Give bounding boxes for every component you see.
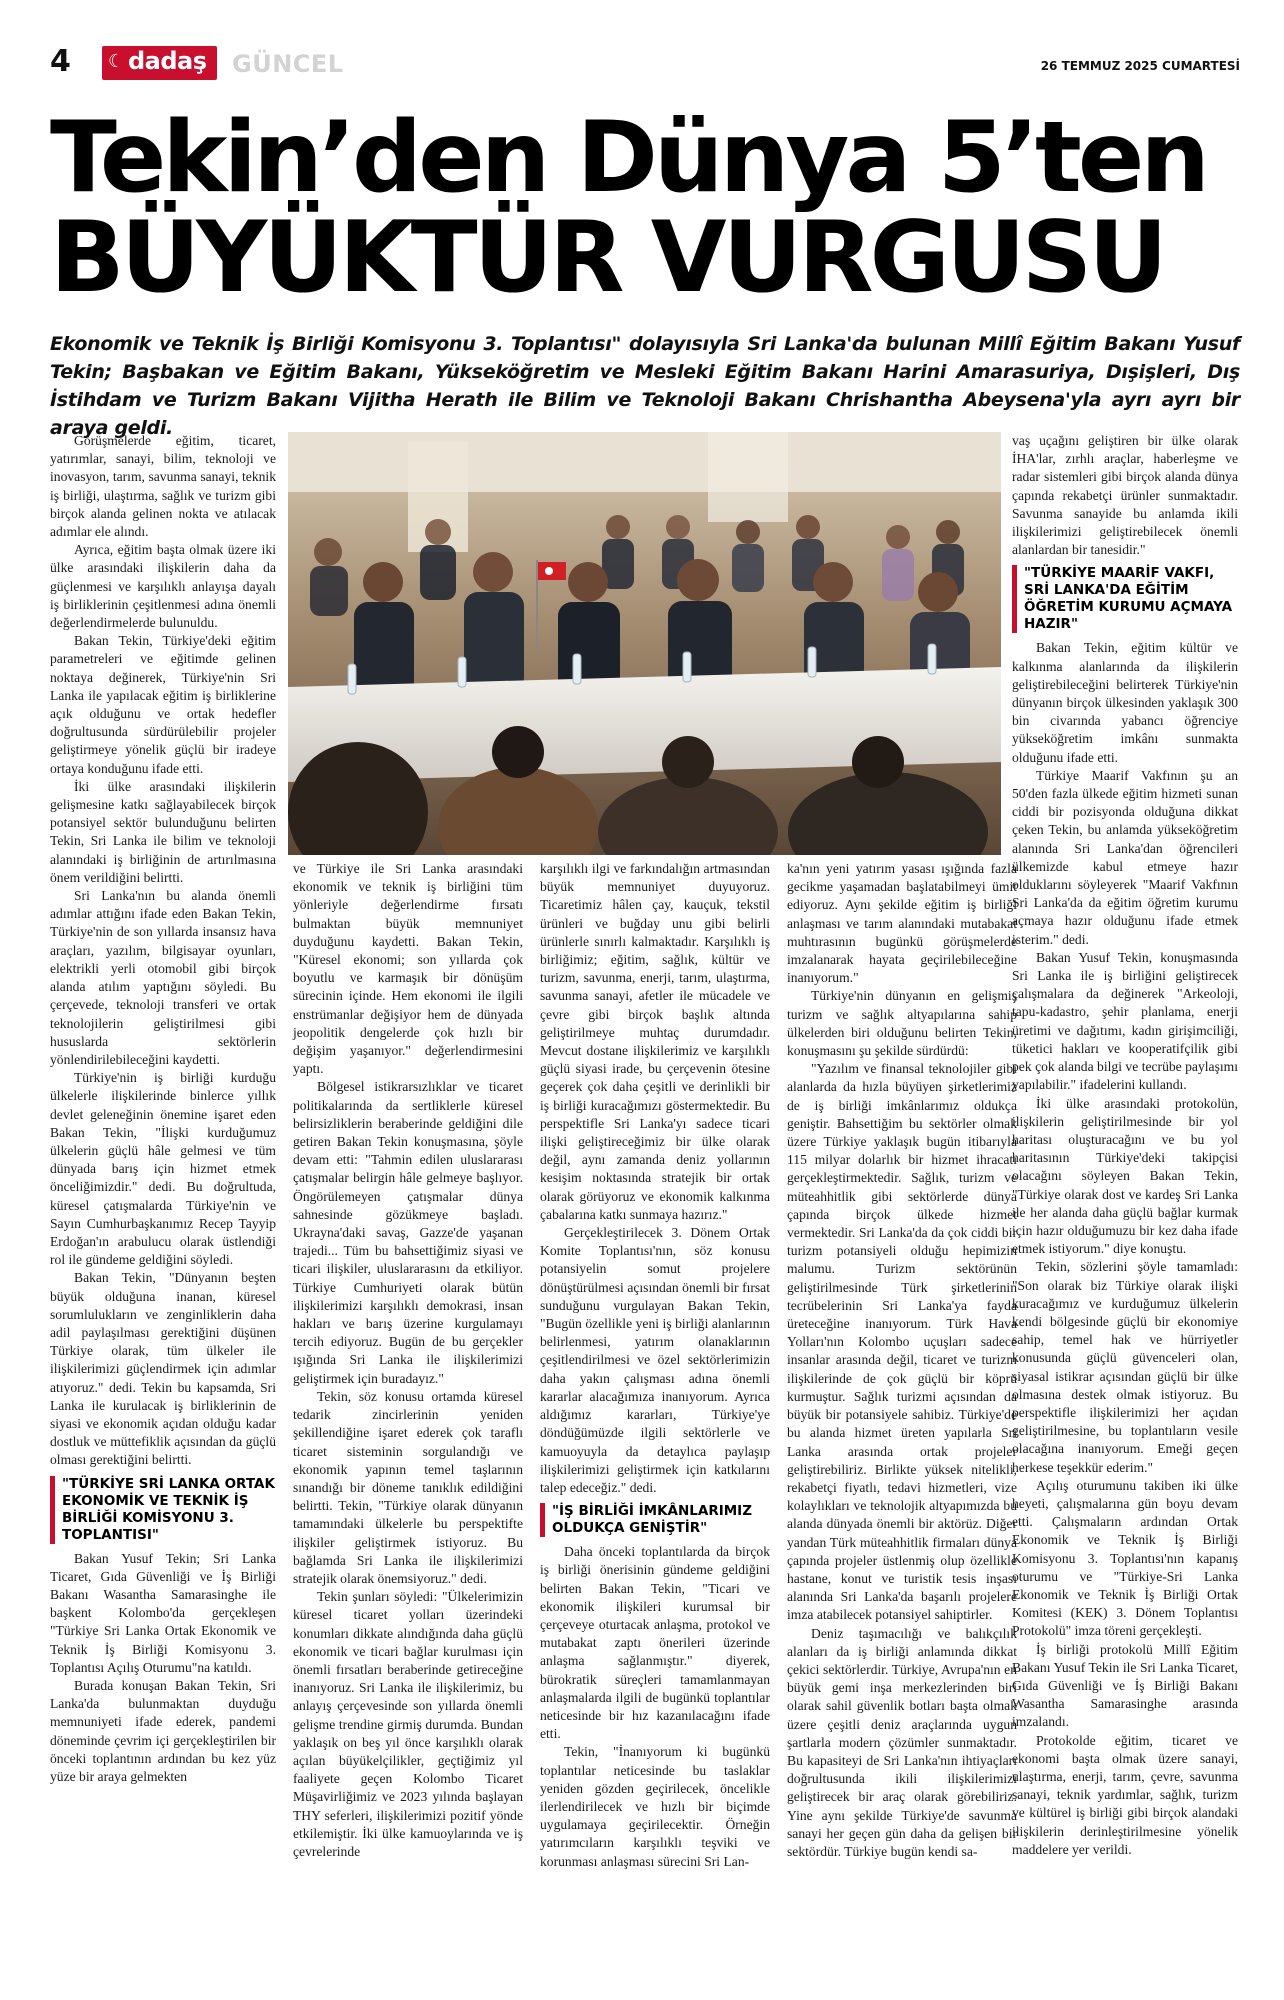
- newspaper-logo[interactable]: [102, 46, 217, 80]
- paragraph: Türkiye Maarif Vakfının şu an 50'den fazla ülkede eğitim hizmeti sunan ciddi bir pozisyonda olduğuna dikkat çeken Tekin, bu anlamda yükseköğretim alanında Sri Lanka'dan öğrencileri ülkemizde kabul etmeye hazır olduklarını söyleyerek "Maarif Vakfının Sri Lanka'da da eğitim öğretim kurumu açmaya hazır olduğunu ifade etmek isterim." dedi.: [1012, 767, 1238, 947]
- paragraph: Bakan Tekin, "Dünyanın beşten büyük olduğuna inanan, küresel sorumlulukların ve zenginliklerin daha adil paylaşılması gerektiğini düşünen Türkiye olarak, tüm ülkeler ile ilişkilerimizi güçlendirmek için adımlar atıyoruz." dedi. Tekin bu kapsamda, Sri Lanka ile kurulacak iş birliklerinin de siyasi ve ekonomik açıdan olduğu kadar dostluk ve müttefiklik açısından da güçlü olması gerektiğini belirtti.: [50, 1270, 276, 1468]
- paragraph: Bakan Yusuf Tekin, konuşmasında Sri Lanka ile iş birliğini geliştirecek çalışmalara da değinerek "Arkeoloji, tapu-kadastro, şehir planlama, enerji üretimi ve dağıtımı, kadın girişimciliği, tüketici hakları ve kooperatifçilik gibi pek çok alanda bilgi ve tecrübe paylaşımı yapılabilir." ifadelerini kullandı.: [1012, 949, 1238, 1093]
- paragraph: Bölgesel istikrarsızlıklar ve ticaret politikalarında da sertliklerle küresel belirsizliklerin beraberinde geldiğini dile getiren Bakan Tekin konuşmasına, şöyle devam etti: "Tahmin edilen uluslararası çatışmalar belirgin hâle gelmeye başlıyor. Öngörülemeyen çatışmalar dünya sahnesinde gözükmeye başladı. Ukrayna'daki savaş, Gazze'de yaşanan trajedi... Tüm bu bahsettiğimiz siyasi ve ticari ilişkiler, uluslararasını da etkiliyor. Türkiye Cumhuriyeti olarak bütün ilişkilerimizi karşılıklı demokrasi, insan hakları ve barış üzerine kurgulamayı tercih ediyoruz. Bugün de bu gerçekler ışığında Sri Lanka ile ilişkilerimizi geliştirmek için buradayız.": [293, 1079, 523, 1386]
- meeting-photo: [288, 432, 1001, 855]
- paragraph: vaş uçağını geliştiren bir ülke olarak İHA'lar, zırhlı araçlar, haberleşme ve radar sistemleri gibi birçok alanda dünya çapında rekabetçi ürünler sunmaktadır. Savunma sanayide bu anlamda ikili ilişkilerimizi geliştirebilecek önemli alanlardan bir tanesidir.": [1012, 433, 1238, 558]
- paragraph: Tekin, sözlerini şöyle tamamladı: "Son olarak biz Türkiye olarak ilişki kuracağımız ve kurduğumuz ülkelerin kendi bölgesinde güçlü bir ekonomiye sahip, temel hak ve hürriyetler konusunda güçlü güvenceleri olan, siyasal istikrar açısından güçlü bir ülke olmasına destek olmak istiyoruz. Bu perspektifle ilişkilerimizi her açıdan geliştirilmesine, bu toplantıların vesile olacağına inanıyorum. Emeği geçen herkese teşekkür ederim.": [1012, 1259, 1238, 1475]
- paragraph: Açılış oturumunu takiben iki ülke heyeti, çalışmalarına gün boyu devam etti. Çalışmaların ardından Ortak Ekonomik ve Teknik İş Birliği Komisyonu 3. Toplantısı'nın kapanış oturumu ve "Türkiye-Sri Lanka Ekonomik ve Teknik İş Birliği Ortak Komitesi (KEK) 3. Dönem Toplantısı Protokolü" imza töreni gerçekleşti.: [1012, 1477, 1238, 1639]
- article-column-3: [540, 860, 770, 1871]
- headline-line-1: Tekin’den Dünya 5’ten: [50, 101, 1207, 215]
- paragraph: karşılıklı ilgi ve farkındalığın artmasından büyük memnuniyet duyuyoruz. Ticaretimiz hâlen çay, kauçuk, tekstil ürünleri ve buğday unu gibi belirli ürünlerle sınırlı kalmaktadır. Karşılıklı iş birliğimiz; eğitim, sağlık, kültür ve turizm, savunma, enerji, tarım, ulaştırma, savunma sanayi, afetler ile mücadele ve çevre gibi birçok başlık altında geliştirilmeye muhtaç durumdadır. Mevcut dostane ilişkilerimiz ve karşılıklı güçlü siyasi irade, bu çerçevenin ötesine geçerek çok daha çeşitli ve derinlikli bir iş birliği kuracağımızı göstermektedir. Bu perspektifle Sri Lanka'yı sadece ticari ilişki geliştireceğimiz bir ülke olarak değil, aynı zamanda deniz yollarının kesişim noktasında stratejik bir ortak olarak görüyoruz ve ekonomik kalkınma çabalarına katkı sunmaya hazırız.": [540, 861, 770, 1222]
- paragraph: ka'nın yeni yatırım yasası ışığında fazla gecikme yaşamadan başlatabilmeyi ümit ediyoruz. Aynı şekilde eğitim iş birliği anlaşması ve tarım alanındaki mutabakat muhtırasının bugünkü görüşmelerde imzalanarak hayata geçirilebileceğine inanıyorum.": [787, 861, 1017, 986]
- paragraph: Bakan Tekin, Türkiye'deki eğitim parametreleri ve eğitimde gelinen noktaya değinerek, Türkiye'nin Sri Lanka ile yapılacak eğitim iş birliklerine açık olduğunu ve ortak hedefler doğrultusunda sürdürülebilir projeler geliştirmeye yönelik güçlü bir iradeye ortaya konduğunu ifade etti.: [50, 633, 276, 776]
- paragraph: İki ülke arasındaki ilişkilerin gelişmesine katkı sağlayabilecek birçok potansiyel sektör bulunduğunu belirten Tekin, Sri Lanka ile bilim ve teknoloji alanındaki iş birliğinin de artırılmasına önem verildiğini belirtti.: [50, 778, 276, 885]
- paragraph: "Yazılım ve finansal teknolojiler gibi alanlarda da hızla büyüyen şirketlerimiz de iş birliği imkânlarımız oldukça geniştir. Bahsettiğim bu sektörler olmak üzere Türkiye yaklaşık bugün itibarıyla 115 milyar dolarlık bir hizmet ihracatı gerçekleştirmektedir. Sağlık, turizm ve müteahhitlik gibi sektörlerde dünya çapında birçok ülkede hizmet vermektedir. Sri Lanka'da da çok ciddi bir turizm potansiyeli olduğu hepimizin malumu. Turizm sektörünün geliştirilmesinde Türk şirketlerinin tecrübelerinin Sri Lanka'ya fayda üreteceğine inanıyorum. Türk Hava Yolları'nın Kolombo uçuşları sadece insanlar arasında değil, ticaret ve turizm ilişkilerinde de çok güçlü bir köprü kurmuştur. Sağlık turizmi açısından da büyük bir potansiyele sahibiz. Türkiye'de bu alanda hizmet üreten yapılarla Sri Lanka arasında ortak projeler geliştirebiliriz. Birlikte yüksek nitelikli, rekabetçi fiyatlı, tedavi hizmetleri, vize kolaylıkları ve teknolojik altyapımızda bu alanda dünyada önemli bir aktörüz. Diğer yandan Türk müteahhitlik firmaları dünya çapında projeler üstlenmiş olup özellikle hastane, konut ve turistik tesis inşası alanında Sri Lanka'da başarılı projelere imza atabilecek potansiyel sahiptirler.: [787, 1061, 1017, 1623]
- paragraph: ve Türkiye ile Sri Lanka arasındaki ekonomik ve teknik iş birliğini tüm yönleriyle değerlendirme fırsatı bulmaktan büyük memnuniyet duyduğunu kaydetti. Bakan Tekin, "Küresel ekonomi; son yıllarda çok boyutlu ve karmaşık bir dönüşüm sürecinin içinde. Hem ekonomi ile ilgili enstrümanlar değişiyor hem de dünyada jeopolitik dengelerde çok hızlı bir değişim yaşanıyor." değerlendirmesini yaptı.: [293, 861, 523, 1077]
- paragraph: Görüşmelerde eğitim, ticaret, yatırımlar, sanayi, bilim, teknoloji ve inovasyon, tarım, savunma sanayi, teknik iş birliği, ulaştırma, sağlık ve turizm gibi birçok alanda gelinen nokta ve atılacak adımlar ele alındı.: [50, 433, 276, 540]
- paragraph: Sri Lanka'nın bu alanda önemli adımlar attığını ifade eden Bakan Tekin, Türkiye'nin de son yıllarda insansız hava araçları, yazılım, bilgisayar oyunları, elektrikli yerli otomobil gibi birçok alanda atılım yaptığını söyledi. Bu çerçevede, teknoloji transferi ve ortak teknolojilerin geliştirilmesi gibi hususlarda sektörlerin yönlendirilebileceğini kaydetti.: [50, 888, 276, 1067]
- paragraph: Gerçekleştirilecek 3. Dönem Ortak Komite Toplantısı'nın, söz konusu potansiyelin somut projelere dönüştürülmesi açısından önemli bir fırsat sunduğunu vurgulayan Bakan Tekin, "Bugün özellikle yeni iş birliği alanlarının belirlenmesi, yatırım olanaklarının çeşitlendirilmesi ve özel sektörlerimizin daha yakın çalışması adına önemli kararlar alacağımıza inanıyorum. Ayrıca aldığımız kararları, Türkiye'ye döndüğümüzde ilgili sektörlerle ve kamuoyuyla da detaylıca paylaşıp ilişkilerimizi geliştirmek için katkılarını talep edeceğiz." dedi.: [540, 1225, 770, 1495]
- paragraph: İş birliği protokolü Millî Eğitim Bakanı Yusuf Tekin ile Sri Lanka Ticaret, Gıda Güvenliği ve İş Birliği Bakanı Wasantha Samarasinghe arasında imzalandı.: [1012, 1641, 1238, 1730]
- paragraph: Tekin, söz konusu ortamda küresel tedarik zincirlerinin yeniden şekillendiğine işaret ederek çok taraflı ticaret sisteminin sorgulandığı ve ekonomik yapının temel taşlarının sınandığı bir döneme tanıklık edildiğini belirtti. Tekin, "Türkiye olarak dünyanın tamamındaki ülkelerle bu perspektifte ilişkiler geliştirmek istiyoruz. Bu bağlamda Sri Lanka ile ilişkilerimizi stratejik olarak önemsiyoruz." dedi.: [293, 1388, 523, 1586]
- section-label: GÜNCEL: [232, 50, 344, 78]
- subheading: "TÜRKİYE MAARİF VAKFI, SRİ LANKA'DA EĞİTİM ÖĞRETİM KURUMU AÇMAYA HAZIR": [1012, 565, 1238, 633]
- article-column-1: [50, 432, 276, 1786]
- paragraph: Burada konuşan Bakan Tekin, Sri Lanka'da bulunmaktan duyduğu memnuniyeti ifade ederek, pandemi döneminde çevrim içi gerçekleştirilen bir önceki toplantının ardından bu kez yüz yüze bir araya gelmekten: [50, 1678, 276, 1785]
- paragraph: Protokolde eğitim, ticaret ve ekonomi başta olmak üzere sanayi, ulaştırma, enerji, tarım, çevre, savunma sanayi, teknik yardımlar, sağlık, turizm ve kültürel iş birliği gibi birçok alandaki ilişkilerin derinleştirilmesine yönelik maddelere yer verildi.: [1012, 1732, 1238, 1857]
- paragraph: Tekin şunları söyledi: "Ülkelerimizin küresel ticaret yolları üzerindeki konumları dikkate alındığında daha güçlü ekonomik ve ticari bağlar kurulması için önemli fırsatları beraberinde getireceğine inanıyoruz. Sri Lanka ile ilişkilerimiz, bu anlayış çerçevesinde son yıllarda önemli gelişme trendine girmiş durumda. Bundan yaklaşık on beş yıl önce karşılıklı olarak açılan büyükelçilikler, geçtiğimiz yıl faaliyete geçen Kolombo Ticaret Müşavirliğimiz ve 2023 yılında başlayan THY seferleri, ilişkilerimizi pozitif yönde etkilemiştir. İki ülke kamuoylarında ve iş çevrelerinde: [293, 1589, 523, 1859]
- paragraph: Tekin, "İnanıyorum ki bugünkü toplantılar neticesinde bu taslaklar yeniden gözden geçirilecek, öncelikle ilerlendirilecek ve hızlı bir biçimde uygulamaya geçirilecektir. Örneğin yatırımcıların karşılıklı teşviki ve korunması anlaşması sürecini Sri Lan-: [540, 1744, 770, 1869]
- paragraph: Bakan Yusuf Tekin; Sri Lanka Ticaret, Gıda Güvenliği ve İş Birliği Bakanı Wasantha Samarasinghe ile başkent Kolombo'da gerçekleşen "Türkiye Sri Lanka Ortak Ekonomik ve Teknik İş Birliği Komisyonu 3. Toplantısı Açılış Oturumu"na katıldı.: [50, 1550, 276, 1675]
- paragraph: Deniz taşımacılığı ve balıkçılık alanları da iş birliği anlamında dikkat çekici sektörlerdir. Türkiye, Avrupa'nın en büyük gemi inşa merkezlerinden biri olarak sahil güvenlik botları başta olmak üzere çeşitli deniz araçlarında uygun şartlarla modern çözümler sunmaktadır. Bu kapasiteyi de Sri Lanka'nın ihtiyaçları doğrultusunda ikili ilişkilerimizi geliştirecek bir araç olarak görebiliriz. Yine aynı şekilde Türkiye'de savunma sanayi her geçen gün daha da gelişen bir sektördür. Türkiye bugün kendi sa-: [787, 1625, 1017, 1859]
- article-deck: Ekonomik ve Teknik İş Birliği Komisyonu 3. Toplantısı" dolayısıyla Sri Lanka'da bulunan Millî Eğitim Bakanı Yusuf Tekin; Başbakan ve Eğitim Bakanı, Yükseköğretim ve Mesleki Eğitim Bakanı Harini Amarasuriya, Dışişleri, Dış İstihdam ve Turizm Bakanı Vijitha Herath ile Bilim ve Teknoloji Bakanı Chrishantha Abeysena'yla ayrı ayrı bir araya geldi.: [50, 333, 1240, 439]
- paragraph: Türkiye'nin dünyanın en gelişmiş turizm ve sağlık altyapılarına sahip ülkelerden biri olduğunu belirten Tekin, konuşmasını şu şekilde sürdürdü:: [787, 988, 1017, 1059]
- paragraph: Türkiye'nin iş birliği kurduğu ülkelerle ilişkilerinde binlerce yıllık devlet geleneğinin önemine işaret eden Bakan Tekin, "İlişki kurduğumuz ülkelerin güçlü hâle gelmesi ve tüm dünyada barış için hizmet etmek önceliğimizdir." dedi. Bu doğrultuda, küresel çatışmalarda Türkiye'nin ve Sayın Cumhurbaşkanımız Recep Tayyip Erdoğan'ın arabulucu olarak üstlendiği rol ile gündeme geldiğini söyledi.: [50, 1070, 276, 1268]
- article-column-5: [1012, 432, 1238, 1859]
- paragraph: Daha önceki toplantılarda da birçok iş birliği önerisinin gündeme geldiğini belirten Bakan Tekin, "Ticari ve ekonomik ilişkileri kurumsal bir çerçeveye oturtacak anlaşma, protokol ve mutabakat zaptı önerileri üzerinde anlaşma sağlanmıştır." diyerek, bürokratik süreçleri tamamlanmayan anlaşmalarda ilgili de bugünkü toplantılar neticesinde bir hız kazanılacağını ifade etti.: [540, 1544, 770, 1742]
- logo-text: dadaş: [128, 47, 207, 75]
- crescent-star-icon: ☾: [108, 51, 125, 72]
- subheading: "TÜRKİYE SRİ LANKA ORTAK EKONOMİK VE TEKNİK İŞ BİRLİĞİ KOMİSYONU 3. TOPLANTISI": [50, 1476, 276, 1544]
- paragraph: Ayrıca, eğitim başta olmak üzere iki ülke arasındaki ilişkilerin daha da güçlenmesi ve karşılıklı anlayışa dayalı iş birliklerinin çeşitlenmesi adına önemli değerlendirmelerde bulunuldu.: [50, 542, 276, 631]
- paragraph: Bakan Tekin, eğitim kültür ve kalkınma alanlarında da ilişkilerin geliştirebileceğini belirterek Türkiye'nin dünyanın birçok ülkesinden yaklaşık 300 bin civarında yabancı öğrenciye yükseköğretim imkânı sunmakta olduğunu ifade etti.: [1012, 640, 1238, 765]
- paragraph: İki ülke arasındaki protokolün, ilişkilerin geliştirilmesinde bir yol haritası oluşturacağını ve bu yol haritasının Türkiye'deki takipçisi olacağını söyleyen Bakan Tekin, "Türkiye olarak dost ve kardeş Sri Lanka ile her alanda daha güçlü bağlar kurmak için hazır olduğumuzu bir kez daha ifade etmek istiyorum." diye konuştu.: [1012, 1095, 1238, 1257]
- subheading: "İŞ BİRLİĞİ İMKÂNLARIMIZ OLDUKÇA GENİŞTİR": [540, 1503, 770, 1537]
- issue-date: 26 TEMMUZ 2025 CUMARTESİ: [1040, 59, 1240, 73]
- article-column-4: [787, 860, 1017, 1861]
- headline: [50, 101, 1240, 315]
- page-number: 4: [50, 44, 71, 79]
- article-column-2: [293, 860, 523, 1861]
- page-header: [50, 44, 1240, 84]
- headline-line-2: BÜYÜKTÜR VURGUSU: [50, 201, 1164, 315]
